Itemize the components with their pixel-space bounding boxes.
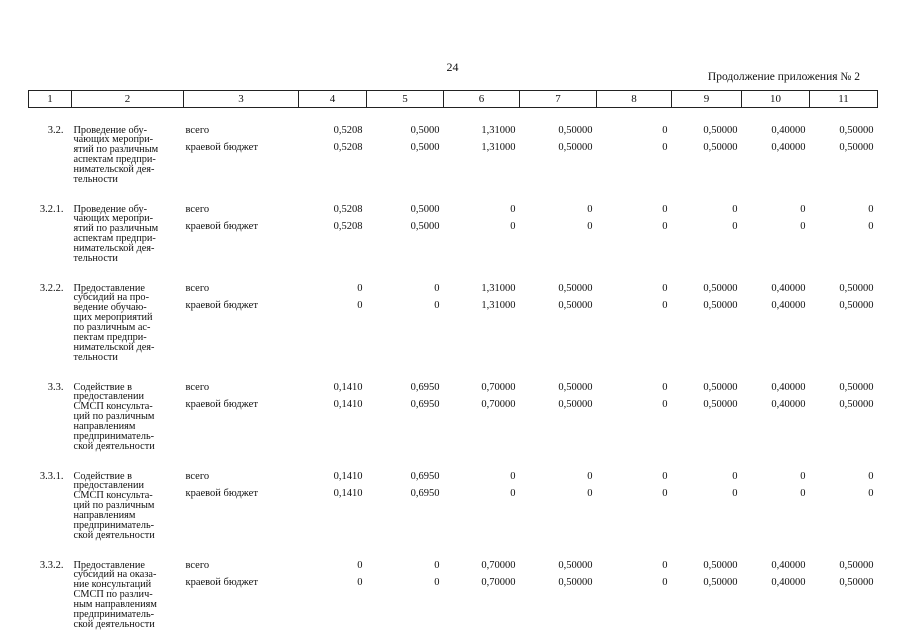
value-col-5: 0,6950 <box>410 398 440 410</box>
table-body <box>29 108 878 632</box>
group-spacer <box>29 108 878 125</box>
column-header-9: 9 <box>672 91 742 108</box>
value-col-8: 0 <box>662 398 668 410</box>
value-col-4: 0,5208 <box>333 124 363 136</box>
funding-source: краевой бюджет <box>185 576 258 588</box>
value-col-5: 0 <box>434 299 440 311</box>
value-col-11: 0,50000 <box>839 576 874 588</box>
value-col-9: 0,50000 <box>703 576 738 588</box>
value-col-10: 0,40000 <box>771 299 806 311</box>
value-col-6: 0 <box>510 470 516 482</box>
value-col-5: 0,5000 <box>410 203 440 215</box>
measure-code: 3.2. <box>47 124 64 136</box>
value-col-10: 0 <box>800 487 806 499</box>
measure-code: 3.3. <box>47 381 64 393</box>
table-row <box>29 204 878 221</box>
value-col-8: 0 <box>662 470 668 482</box>
funding-source: краевой бюджет <box>185 299 258 311</box>
funding-source: краевой бюджет <box>185 220 258 232</box>
value-col-9: 0,50000 <box>703 559 738 571</box>
value-col-11: 0,50000 <box>839 559 874 571</box>
table-row <box>29 382 878 399</box>
appendix-continuation-note: Продолжение приложения № 2 <box>707 71 860 83</box>
value-col-9: 0,50000 <box>703 299 738 311</box>
table-row <box>29 471 878 488</box>
value-col-8: 0 <box>662 203 668 215</box>
value-col-6: 0,70000 <box>481 559 516 571</box>
value-col-7: 0 <box>587 203 593 215</box>
value-col-10: 0,40000 <box>771 576 806 588</box>
value-col-8: 0 <box>662 124 668 136</box>
value-col-6: 0,70000 <box>481 576 516 588</box>
value-col-8: 0 <box>662 220 668 232</box>
funding-source: краевой бюджет <box>185 487 258 499</box>
value-col-11: 0,50000 <box>839 299 874 311</box>
column-header-5: 5 <box>367 91 444 108</box>
value-col-9: 0,50000 <box>703 141 738 153</box>
table-row <box>29 283 878 300</box>
value-col-8: 0 <box>662 299 668 311</box>
value-col-5: 0,5000 <box>410 220 440 232</box>
value-col-9: 0 <box>732 470 738 482</box>
group-spacer <box>29 266 878 283</box>
value-col-11: 0 <box>868 487 874 499</box>
value-col-9: 0 <box>732 220 738 232</box>
value-col-8: 0 <box>662 576 668 588</box>
measure-name: Проведение обу- чающих меропри- ятий по различным аспектам предпри- нимательской дея- тельности <box>73 203 159 265</box>
value-col-7: 0 <box>587 470 593 482</box>
value-col-5: 0,5000 <box>410 124 440 136</box>
value-col-10: 0,40000 <box>771 559 806 571</box>
value-col-7: 0,50000 <box>558 299 593 311</box>
value-col-10: 0 <box>800 470 806 482</box>
value-col-7: 0,50000 <box>558 141 593 153</box>
measure-code: 3.2.2. <box>39 282 64 294</box>
table-row <box>29 560 878 577</box>
value-col-11: 0,50000 <box>839 381 874 393</box>
value-col-4: 0,1410 <box>333 470 363 482</box>
value-col-9: 0,50000 <box>703 124 738 136</box>
column-header-1: 1 <box>29 91 72 108</box>
value-col-8: 0 <box>662 559 668 571</box>
value-col-4: 0,1410 <box>333 487 363 499</box>
column-header-3: 3 <box>184 91 299 108</box>
value-col-7: 0,50000 <box>558 559 593 571</box>
measure-code: 3.2.1. <box>39 203 64 215</box>
value-col-10: 0,40000 <box>771 282 806 294</box>
value-col-5: 0 <box>434 559 440 571</box>
column-header-11: 11 <box>810 91 878 108</box>
value-col-7: 0,50000 <box>558 124 593 136</box>
value-col-6: 0 <box>510 220 516 232</box>
value-col-9: 0,50000 <box>703 381 738 393</box>
value-col-5: 0,6950 <box>410 470 440 482</box>
value-col-4: 0,5208 <box>333 203 363 215</box>
value-col-11: 0 <box>868 470 874 482</box>
funding-source: всего <box>185 470 210 482</box>
funding-source: всего <box>185 381 210 393</box>
value-col-10: 0,40000 <box>771 141 806 153</box>
measure-name: Содействие в предоставлении СМСП консульта- ций по различным направлениям предприниматель- ской деятельности <box>73 381 155 452</box>
value-col-6: 0,70000 <box>481 398 516 410</box>
measure-name: Проведение обу- чающих меропри- ятий по различным аспектам предпри- нимательской дея- тельности <box>73 124 159 186</box>
funding-source: всего <box>185 203 210 215</box>
value-col-10: 0 <box>800 203 806 215</box>
funding-source: всего <box>185 124 210 136</box>
measure-code: 3.3.2. <box>39 559 64 571</box>
value-col-5: 0,6950 <box>410 487 440 499</box>
value-col-4: 0,5208 <box>333 220 363 232</box>
column-header-10: 10 <box>742 91 810 108</box>
value-col-8: 0 <box>662 282 668 294</box>
value-col-7: 0 <box>587 487 593 499</box>
column-number-header-row <box>29 91 878 108</box>
measure-name: Содействие в предоставлении СМСП консульта- ций по различным направлениям предприниматель- ской деятельности <box>73 470 155 541</box>
value-col-8: 0 <box>662 141 668 153</box>
funding-source: всего <box>185 559 210 571</box>
value-col-7: 0,50000 <box>558 576 593 588</box>
value-col-4: 0,5208 <box>333 141 363 153</box>
group-spacer <box>29 187 878 204</box>
value-col-5: 0,6950 <box>410 381 440 393</box>
value-col-9: 0 <box>732 487 738 499</box>
value-col-6: 0,70000 <box>481 381 516 393</box>
group-spacer <box>29 543 878 560</box>
value-col-10: 0 <box>800 220 806 232</box>
column-header-6: 6 <box>444 91 520 108</box>
value-col-6: 1,31000 <box>481 299 516 311</box>
measure-code: 3.3.1. <box>39 470 64 482</box>
page-number: 24 <box>446 60 459 74</box>
value-col-4: 0 <box>357 299 363 311</box>
budget-table <box>28 90 878 632</box>
funding-source: всего <box>185 282 210 294</box>
value-col-9: 0 <box>732 203 738 215</box>
value-col-6: 1,31000 <box>481 282 516 294</box>
value-col-4: 0,1410 <box>333 381 363 393</box>
value-col-6: 1,31000 <box>481 141 516 153</box>
value-col-5: 0 <box>434 576 440 588</box>
funding-source: краевой бюджет <box>185 398 258 410</box>
value-col-10: 0,40000 <box>771 398 806 410</box>
column-header-8: 8 <box>597 91 672 108</box>
group-spacer <box>29 365 878 382</box>
value-col-8: 0 <box>662 487 668 499</box>
value-col-11: 0 <box>868 203 874 215</box>
value-col-11: 0,50000 <box>839 124 874 136</box>
value-col-9: 0,50000 <box>703 398 738 410</box>
value-col-5: 0,5000 <box>410 141 440 153</box>
value-col-10: 0,40000 <box>771 124 806 136</box>
value-col-11: 0 <box>868 220 874 232</box>
value-col-4: 0,1410 <box>333 398 363 410</box>
group-spacer <box>29 454 878 471</box>
column-header-7: 7 <box>520 91 597 108</box>
value-col-8: 0 <box>662 381 668 393</box>
value-col-11: 0,50000 <box>839 141 874 153</box>
value-col-7: 0,50000 <box>558 398 593 410</box>
value-col-5: 0 <box>434 282 440 294</box>
column-header-2: 2 <box>72 91 184 108</box>
value-col-7: 0,50000 <box>558 282 593 294</box>
value-col-11: 0,50000 <box>839 398 874 410</box>
funding-source: краевой бюджет <box>185 141 258 153</box>
value-col-6: 0 <box>510 487 516 499</box>
measure-name: Предоставление субсидий на про- ведение обучаю- щих мероприятий по различным ас- пектам предпри- нимательской дея- тельности <box>73 282 155 363</box>
column-header-4: 4 <box>299 91 367 108</box>
value-col-6: 1,31000 <box>481 124 516 136</box>
value-col-11: 0,50000 <box>839 282 874 294</box>
value-col-10: 0,40000 <box>771 381 806 393</box>
value-col-9: 0,50000 <box>703 282 738 294</box>
value-col-4: 0 <box>357 559 363 571</box>
value-col-7: 0 <box>587 220 593 232</box>
table-row <box>29 125 878 142</box>
measure-name: Предоставление субсидий на оказа- ние консультаций СМСП по различ- ным направлениям предприниматель- ской деятельности <box>73 559 157 630</box>
value-col-4: 0 <box>357 576 363 588</box>
value-col-4: 0 <box>357 282 363 294</box>
value-col-6: 0 <box>510 203 516 215</box>
value-col-7: 0,50000 <box>558 381 593 393</box>
